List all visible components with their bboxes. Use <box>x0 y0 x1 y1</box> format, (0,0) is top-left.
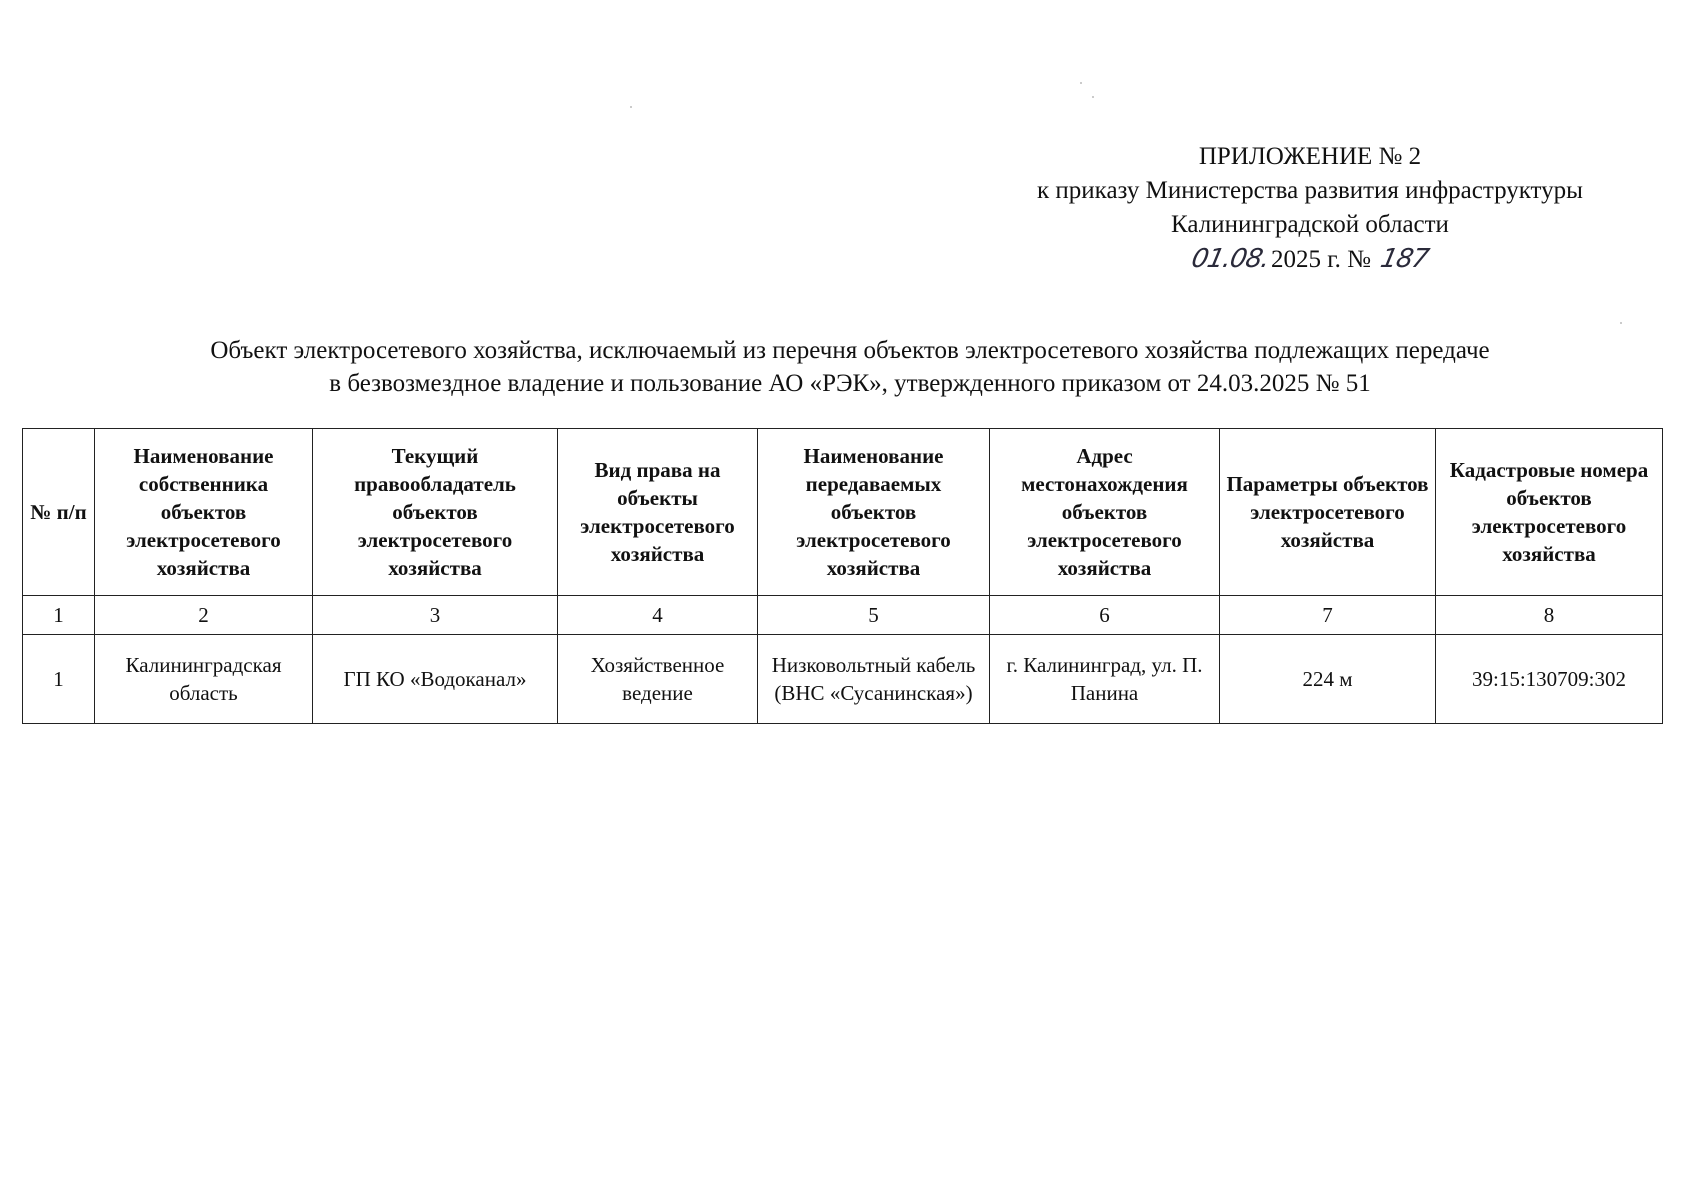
table-cell: 224 м <box>1220 635 1436 724</box>
column-header: Наименование передаваемых объектов электросетевого хозяйства <box>758 429 990 596</box>
scan-speck <box>1620 322 1622 324</box>
column-header: Адрес местонахождения объектов электросетевого хозяйства <box>990 429 1220 596</box>
table-row <box>23 635 1663 724</box>
table-header-row <box>23 429 1663 596</box>
table-cell: 1 <box>23 635 95 724</box>
column-number: 2 <box>95 596 313 635</box>
column-header: Параметры объектов электросетевого хозяйства <box>1220 429 1436 596</box>
scan-speck <box>1080 82 1082 84</box>
table-cell: 39:15:130709:302 <box>1436 635 1663 724</box>
table-cell: г. Калининград, ул. П. Панина <box>990 635 1220 724</box>
handwritten-order-number: 187 <box>1377 244 1431 274</box>
objects-table <box>22 428 1663 724</box>
column-number: 4 <box>558 596 758 635</box>
column-header: Текущий правообладатель объектов электросетевого хозяйства <box>313 429 558 596</box>
column-number: 8 <box>1436 596 1663 635</box>
appendix-block <box>980 140 1640 277</box>
handwritten-date: 01.08. <box>1189 244 1273 274</box>
document-title <box>60 334 1640 400</box>
column-number: 1 <box>23 596 95 635</box>
appendix-date-line <box>980 242 1640 277</box>
column-header: Вид права на объекты электросетевого хозяйства <box>558 429 758 596</box>
column-number: 7 <box>1220 596 1436 635</box>
title-line-2: в безвозмездное владение и пользование АО «РЭК», утвержденного приказом от 24.03.2025 № 51 <box>329 370 1371 397</box>
appendix-region-line: Калининградской области <box>1171 211 1449 238</box>
title-line-1: Объект электросетевого хозяйства, исключаемый из перечня объектов электросетевого хозяйства подлежащих передаче <box>210 337 1490 364</box>
column-number-row <box>23 596 1663 635</box>
printed-year-number: 2025 г. № <box>1271 246 1372 273</box>
appendix-title: ПРИЛОЖЕНИЕ № 2 <box>1198 143 1422 170</box>
column-number: 6 <box>990 596 1220 635</box>
column-number: 5 <box>758 596 990 635</box>
column-number: 3 <box>313 596 558 635</box>
column-header: Наименование собственника объектов электросетевого хозяйства <box>95 429 313 596</box>
column-header: № п/п <box>23 429 95 596</box>
scan-speck <box>1092 96 1094 98</box>
appendix-order-line: к приказу Министерства развития инфраструктуры <box>1037 177 1583 204</box>
table-cell: Хозяйственное ведение <box>558 635 758 724</box>
scan-speck <box>630 106 632 108</box>
table-cell: Калининградская область <box>95 635 313 724</box>
table-cell: Низковольтный кабель (ВНС «Сусанинская») <box>758 635 990 724</box>
column-header: Кадастровые номера объектов электросетевого хозяйства <box>1436 429 1663 596</box>
table-cell: ГП КО «Водоканал» <box>313 635 558 724</box>
